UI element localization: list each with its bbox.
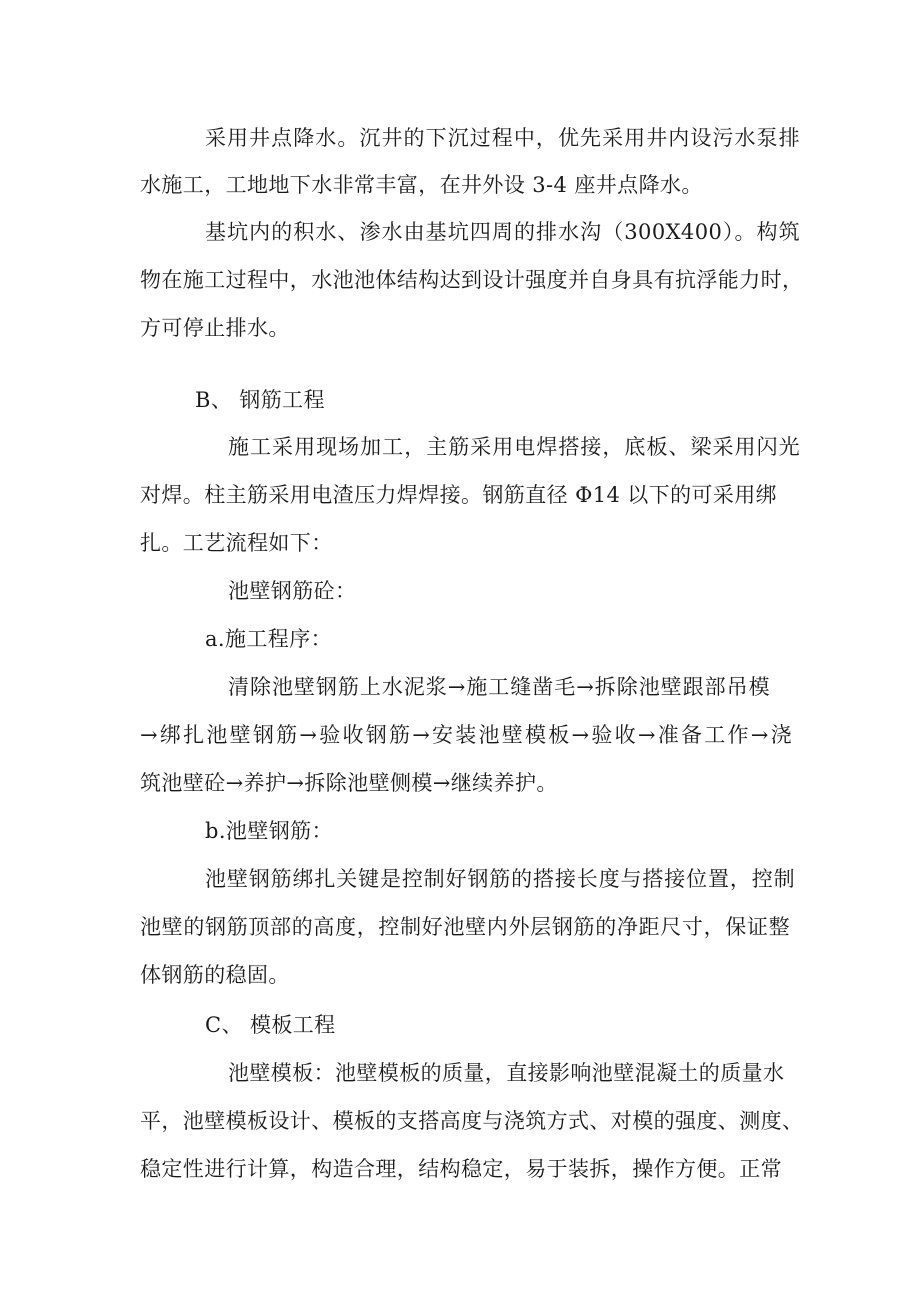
section-c-heading: C、 模板工程 bbox=[205, 1013, 336, 1037]
section-b-intro-line-2: 对焊。柱主筋采用电渣压力焊焊接。钢筋直径 Φ14 以下的可采用绑 bbox=[140, 483, 778, 507]
paragraph-dewatering-line-1: 采用井点降水。沉井的下沉过程中，优先采用井内设污水泵排 bbox=[205, 126, 800, 150]
section-c-line-2: 平，池壁模板设计、模板的支搭高度与浇筑方式、对模的强度、测度、 bbox=[140, 1109, 804, 1133]
paragraph-dewatering-line-2: 水施工，工地地下水非常丰富，在井外设 3-4 座井点降水。 bbox=[140, 173, 703, 197]
item-b-line-1: 池壁钢筋绑扎关键是控制好钢筋的搭接长度与搭接位置，控制 bbox=[205, 867, 795, 891]
item-a-line-3: 筑池壁砼→养护→拆除池壁侧模→继续养护。 bbox=[140, 771, 558, 795]
section-b-intro-line-3: 扎。工艺流程如下： bbox=[140, 531, 333, 555]
section-b-intro-line-1: 施工采用现场加工，主筋采用电焊搭接，底板、梁采用闪光 bbox=[228, 435, 800, 459]
paragraph-pit-drainage-line-2: 物在施工过程中，水池池体结构达到设计强度并自身具有抗浮能力时， bbox=[140, 268, 804, 292]
section-b-heading: B、 钢筋工程 bbox=[195, 388, 325, 412]
paragraph-pit-drainage-line-1: 基坑内的积水、渗水由基坑四周的排水沟（300X400）。构筑 bbox=[205, 220, 800, 244]
item-b-line-2: 池壁的钢筋顶部的高度，控制好池壁内外层钢筋的净距尺寸，保证整 bbox=[140, 915, 790, 939]
item-a-line-2: →绑扎池壁钢筋→验收钢筋→安装池壁模板→验收→准备工作→浇 bbox=[140, 723, 792, 747]
paragraph-pit-drainage-line-3: 方可停止排水。 bbox=[140, 316, 290, 340]
item-a-line-1: 清除池壁钢筋上水泥浆→施工缝凿毛→拆除池壁跟部吊模 bbox=[228, 675, 770, 699]
item-a-label: a.施工程序： bbox=[205, 627, 332, 651]
section-b-subheading: 池壁钢筋砼： bbox=[228, 579, 357, 603]
item-b-line-3: 体钢筋的稳固。 bbox=[140, 963, 290, 987]
item-b-label: b.池壁钢筋： bbox=[205, 819, 333, 843]
section-c-line-3: 稳定性进行计算，构造合理，结构稳定，易于装拆，操作方便。正常 bbox=[140, 1157, 782, 1181]
section-c-line-1: 池壁模板：池壁模板的质量，直接影响池壁混凝土的质量水 bbox=[228, 1061, 785, 1085]
